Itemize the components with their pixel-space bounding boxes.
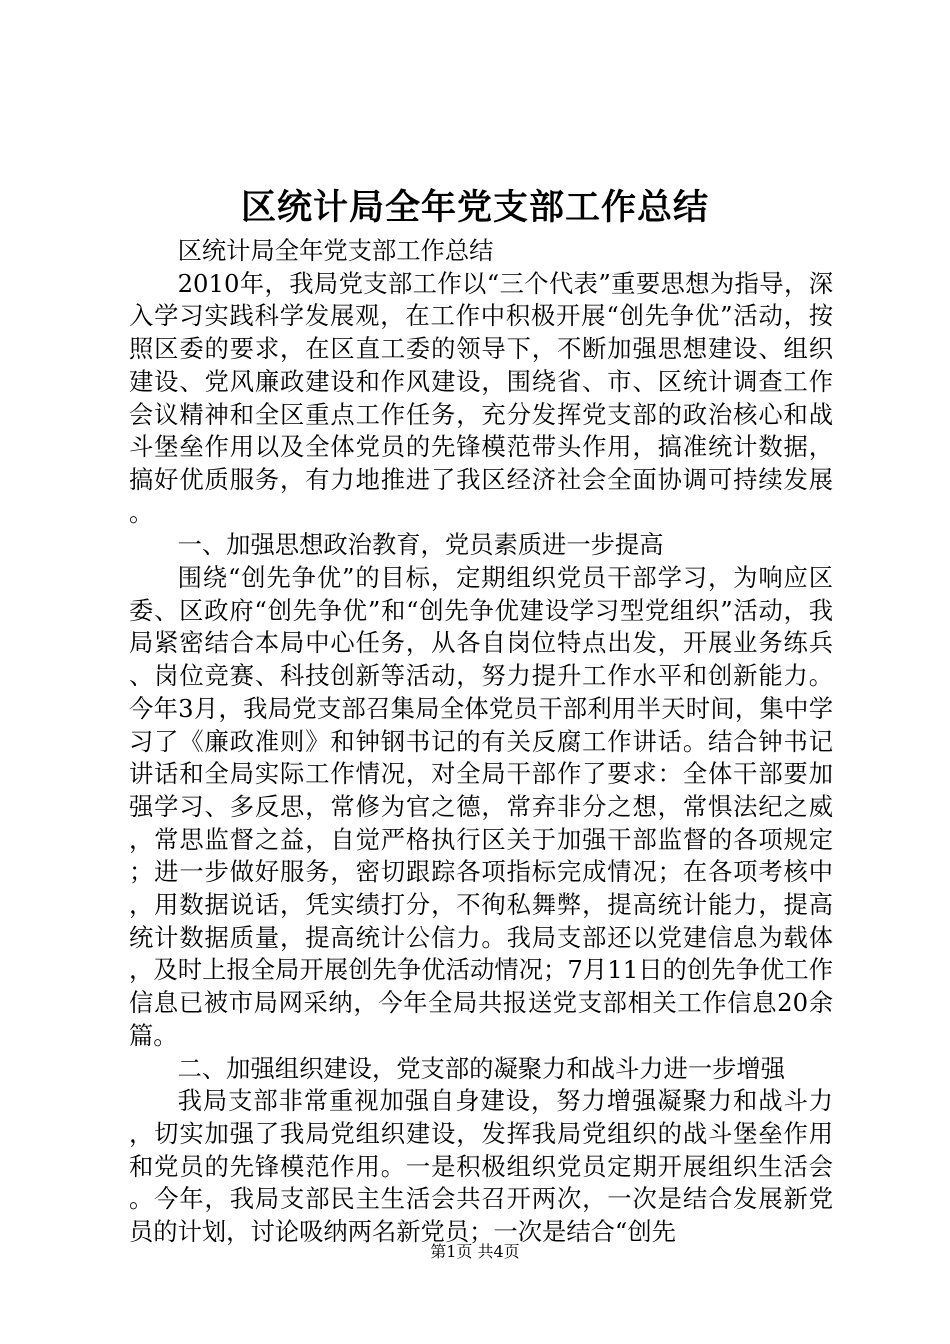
paragraph-intro: 2010年，我局党支部工作以“三个代表”重要思想为指导，深入学习实践科学发展观，在工作中积极开展“创先争优”活动，按照区委的要求，在区直工委的领导下，不断加强思想建设、组织建设、党风廉政建设和作风建设，围绕省、市、区统计调查工作会议精神和全区重点工作任务，充分发挥党支部的政治核心和战斗堡垒作用以及全体党员的先锋模范带头作用，搞准统计数据，搞好优质服务，有力地推进了我区经济社会全面协调可持续发展。	[129, 268, 833, 527]
section-heading-2: 二、加强组织建设，党支部的凝聚力和战斗力进一步增强	[177, 1053, 786, 1083]
paragraph-section-2: 我局支部非常重视加强自身建设，努力增强凝聚力和战斗力，切实加强了我局党组织建设，发挥我局党组织的战斗堡垒作用和党员的先锋模范作用。一是积极组织党员定期开展组织生活会。今年，我局支部民主生活会共召开两次，一次是结合发展新党员的计划，讨论吸纳两名新党员；一次是结合“创先	[129, 1086, 833, 1247]
document-title: 区统计局全年党支部工作总结	[240, 188, 709, 228]
page-footer: 第1页 共4页	[430, 1242, 520, 1261]
paragraph-subtitle: 区统计局全年党支部工作总结	[177, 236, 494, 265]
paragraph-section-1: 围绕“创先争优”的目标，定期组织党员干部学习，为响应区委、区政府“创先争优”和“创先争优建设学习型党组织”活动，我局紧密结合本局中心任务，从各自岗位特点出发，开展业务练兵、岗位竞赛、科技创新等活动，努力提升工作水平和创新能力。今年3月，我局党支部召集局全体党员干部利用半天时间，集中学习了《廉政准则》和钟钢书记的有关反腐工作讲话。结合钟书记讲话和全局实际工作情况，对全局干部作了要求：全体干部要加强学习、多反思，常修为官之德，常弃非分之想，常惧法纪之威，常思监督之益，自觉严格执行区关于加强干部监督的各项规定；进一步做好服务，密切跟踪各项指标完成情况；在各项考核中，用数据说话，凭实绩打分，不徇私舞弊，提高统计能力，提高统计数据质量，提高统计公信力。我局支部还以党建信息为载体，及时上报全局开展创先争优活动情况；7月11日的创先争优工作信息已被市局网采纳，今年全局共报送党支部相关工作信息20余篇。	[129, 563, 833, 1050]
document-body	[129, 235, 833, 1249]
section-heading-1: 一、加强思想政治教育，党员素质进一步提高	[177, 530, 664, 560]
